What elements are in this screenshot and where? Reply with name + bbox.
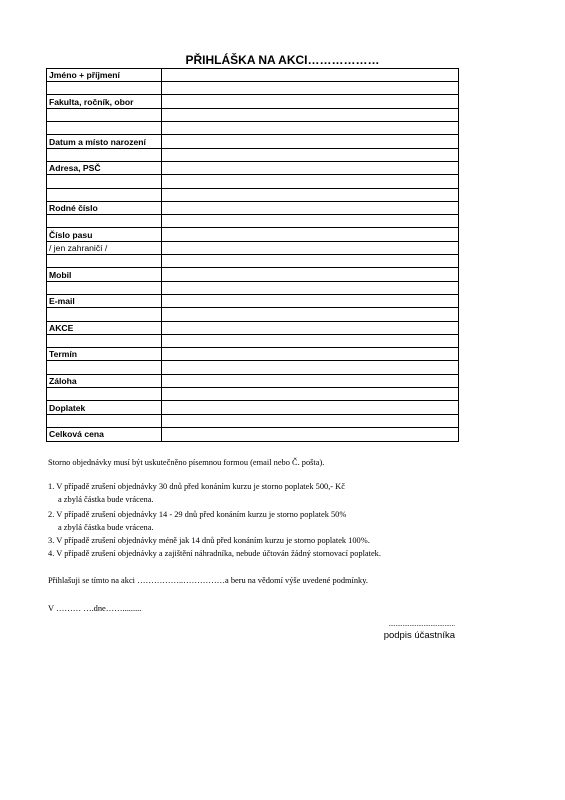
form-row-input-cell[interactable]: [162, 282, 458, 294]
form-row: [47, 255, 458, 268]
condition-4: 4. V případě zrušení objednávky a zajištění náhradníka, nebude účtován žádný stornovací poplatek.: [48, 549, 381, 558]
form-row: [47, 242, 458, 255]
storno-note: Storno objednávky musí být uskutečněno písemnou formou (email nebo Č. pošta).: [48, 458, 325, 467]
form-title: PŘIHLÁŠKA NA AKCI………………: [185, 53, 380, 67]
form-row-input-cell[interactable]: [162, 82, 458, 94]
form-row: [47, 122, 458, 135]
form-row: [47, 388, 458, 401]
form-row: [47, 162, 458, 175]
form-row-input-cell[interactable]: [162, 109, 458, 121]
form-row-label: / jen zahraničí /: [49, 242, 108, 253]
condition-1: 1. V případě zrušení objednávky 30 dnů před konáním kurzu je storno poplatek 500,- Kč: [48, 482, 345, 491]
form-row-input-cell[interactable]: [162, 402, 458, 414]
form-row: [47, 269, 458, 282]
form-row-input-cell[interactable]: [162, 122, 458, 134]
form-row: [47, 428, 458, 441]
form-row: [47, 335, 458, 348]
form-row-input-cell[interactable]: [162, 335, 458, 347]
form-row: [47, 348, 458, 361]
form-row: [47, 189, 458, 202]
form-row: [47, 322, 458, 335]
form-row: [47, 82, 458, 95]
form-row: [47, 362, 458, 375]
signature-line: ......................................: [388, 620, 455, 628]
condition-2-cont: a zbylá částka bude vrácena.: [58, 523, 154, 532]
form-row-label: Jméno + příjmení: [49, 70, 120, 80]
form-row-input-cell[interactable]: [162, 69, 458, 81]
form-row-input-cell[interactable]: [162, 375, 458, 387]
form-row-label: Mobil: [49, 269, 72, 280]
form-row-label: Datum a místo narození: [49, 136, 146, 147]
declaration: Přihlašuji se tímto na akci ……………..……………a beru na vědomí výše uvedené podmínky.: [48, 576, 368, 585]
form-row-input-cell[interactable]: [162, 348, 458, 360]
form-row-label: Číslo pasu: [49, 229, 93, 240]
form-row-input-cell[interactable]: [162, 162, 458, 174]
form-row-input-cell[interactable]: [162, 295, 458, 307]
form-row-input-cell[interactable]: [162, 415, 458, 427]
form-row-label: Celková cena: [49, 429, 104, 440]
form-row-input-cell[interactable]: [162, 215, 458, 227]
form-row: [47, 202, 458, 215]
form-row: [47, 215, 458, 228]
form-row-input-cell[interactable]: [162, 175, 458, 187]
signature-label: podpis účastníka: [383, 630, 455, 641]
form-row-input-cell[interactable]: [162, 149, 458, 161]
form-row: [47, 96, 458, 109]
form-row-label: AKCE: [49, 322, 74, 333]
form-row-input-cell[interactable]: [162, 189, 458, 201]
form-row-input-cell[interactable]: [162, 362, 458, 374]
form-row-input-cell[interactable]: [162, 269, 458, 281]
form-row: [47, 136, 458, 149]
form-row: [47, 282, 458, 295]
form-row: [47, 69, 458, 82]
form-row-label: Doplatek: [49, 402, 86, 413]
form-row: [47, 415, 458, 428]
form-row: [47, 402, 458, 415]
form-row-label: E-mail: [49, 296, 75, 307]
form-row-input-cell[interactable]: [162, 322, 458, 334]
form-row-label: Fakulta, ročník, obor: [49, 96, 134, 107]
form-row: [47, 308, 458, 321]
form-row-input-cell[interactable]: [162, 229, 458, 241]
form-row-label: Termín: [49, 349, 78, 360]
form-row-label: Záloha: [49, 375, 77, 386]
form-row-input-cell[interactable]: [162, 242, 458, 254]
form-row-input-cell[interactable]: [162, 388, 458, 400]
form-row-input-cell[interactable]: [162, 428, 458, 441]
form-row: [47, 175, 458, 188]
form-row: [47, 375, 458, 388]
condition-1-cont: a zbylá částka bude vrácena.: [58, 495, 154, 504]
form-row: [47, 295, 458, 308]
form-row-input-cell[interactable]: [162, 202, 458, 214]
form-row-input-cell[interactable]: [162, 136, 458, 148]
condition-3: 3. V případě zrušení objednávky méně jak 14 dnů před konáním kurzu je storno poplatek 100%.: [48, 536, 370, 545]
form-row: [47, 229, 458, 242]
condition-2: 2. V případě zrušení objednávky 14 - 29 dnů před konáním kurzu je storno poplatek 50%: [48, 510, 347, 519]
form-row-label: Adresa, PSČ: [49, 163, 101, 174]
form-row: [47, 109, 458, 122]
application-form-table: [46, 68, 459, 442]
form-row-input-cell[interactable]: [162, 308, 458, 320]
form-row: [47, 149, 458, 162]
place-date-line: V ……… ….dne…….........: [48, 604, 142, 613]
form-row-input-cell[interactable]: [162, 255, 458, 267]
form-row-input-cell[interactable]: [162, 96, 458, 108]
form-row-label: Rodné číslo: [49, 203, 98, 213]
